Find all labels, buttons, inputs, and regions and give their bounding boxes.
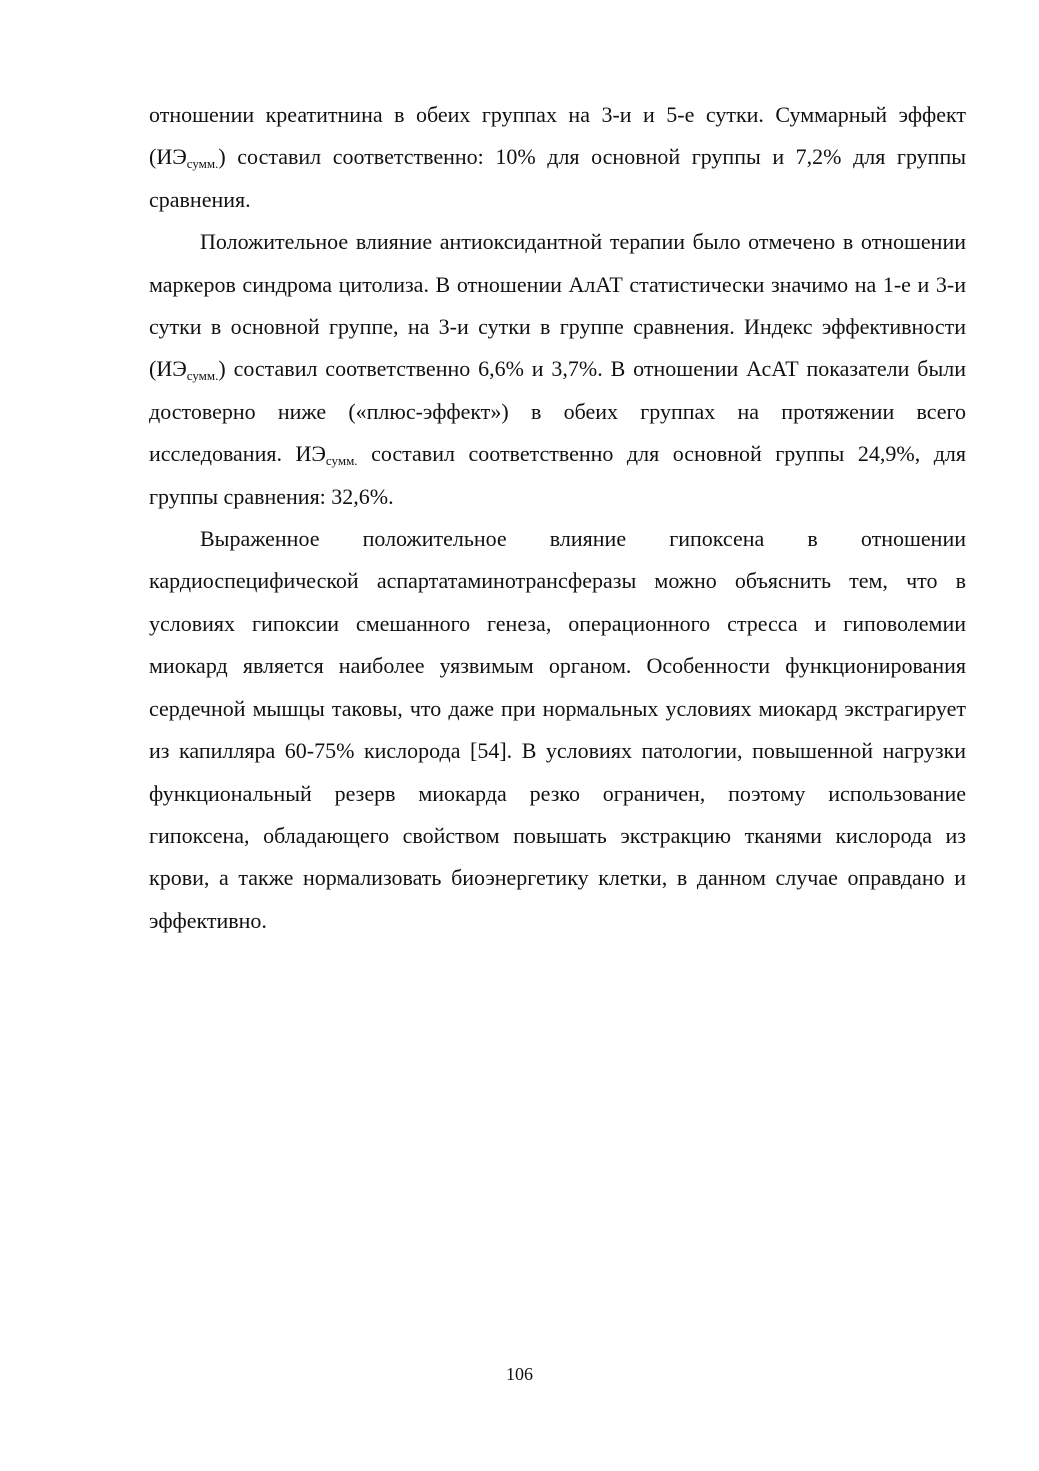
paragraph-2-text-1: Положительное влияние антиоксидантной терапии было отмечено в отношении маркеров синдрома цитолиза. В отношении АлАТ статистически значимо на 1-е и 3-и сутки в основной группе, на 3-и сутки в группе сравнения. Индекс эффективности (ИЭ	[149, 229, 966, 382]
paragraph-1	[149, 94, 966, 221]
body-text	[149, 94, 966, 942]
paragraph-2	[149, 221, 966, 518]
paragraph-2-text-3: составил соответственно для основной группы 24,9%, для группы сравнения: 32,6%.	[149, 441, 966, 509]
paragraph-3	[149, 518, 966, 942]
subscript-summ: сумм.	[186, 368, 219, 384]
page-number: 106	[506, 1364, 533, 1384]
paragraph-3-text-1: Выраженное положительное влияние гипоксена в отношении кардиоспецифической аспартатаминотрансферазы можно объяснить тем, что в условиях гипоксии смешанного генеза, операционного стресса и гиповолемии миокард является наиболее уязвимым органом. Особенности функционирования сердечной мышцы таковы, что даже при нормальных условиях миокард экстрагирует из капилляра 60-75% кислорода [54]. В условиях патологии, повышенной нагрузки функциональный резерв миокарда резко ограничен, поэтому использование гипоксена, обладающего свойством повышать экстракцию тканями кислорода из крови, а также нормализовать биоэнергетику клетки, в данном случае оправдано и эффективно.	[149, 526, 966, 933]
paragraph-1-text-1: отношении креатитнина в обеих группах на 3-и и 5-е сутки. Суммарный эффект (ИЭ	[149, 102, 966, 170]
subscript-summ: сумм.	[186, 156, 219, 172]
subscript-summ: сумм.	[325, 453, 358, 469]
paragraph-2-text-2: ) составил соответственно 6,6% и 3,7%. В отношении АсАТ показатели были достоверно ниже («плюс-эффект») в обеих группах на протяжении всего исследования. ИЭ	[149, 356, 966, 467]
paragraph-1-text-2: ) составил соответственно: 10% для основной группы и 7,2% для группы сравнения.	[149, 144, 966, 212]
